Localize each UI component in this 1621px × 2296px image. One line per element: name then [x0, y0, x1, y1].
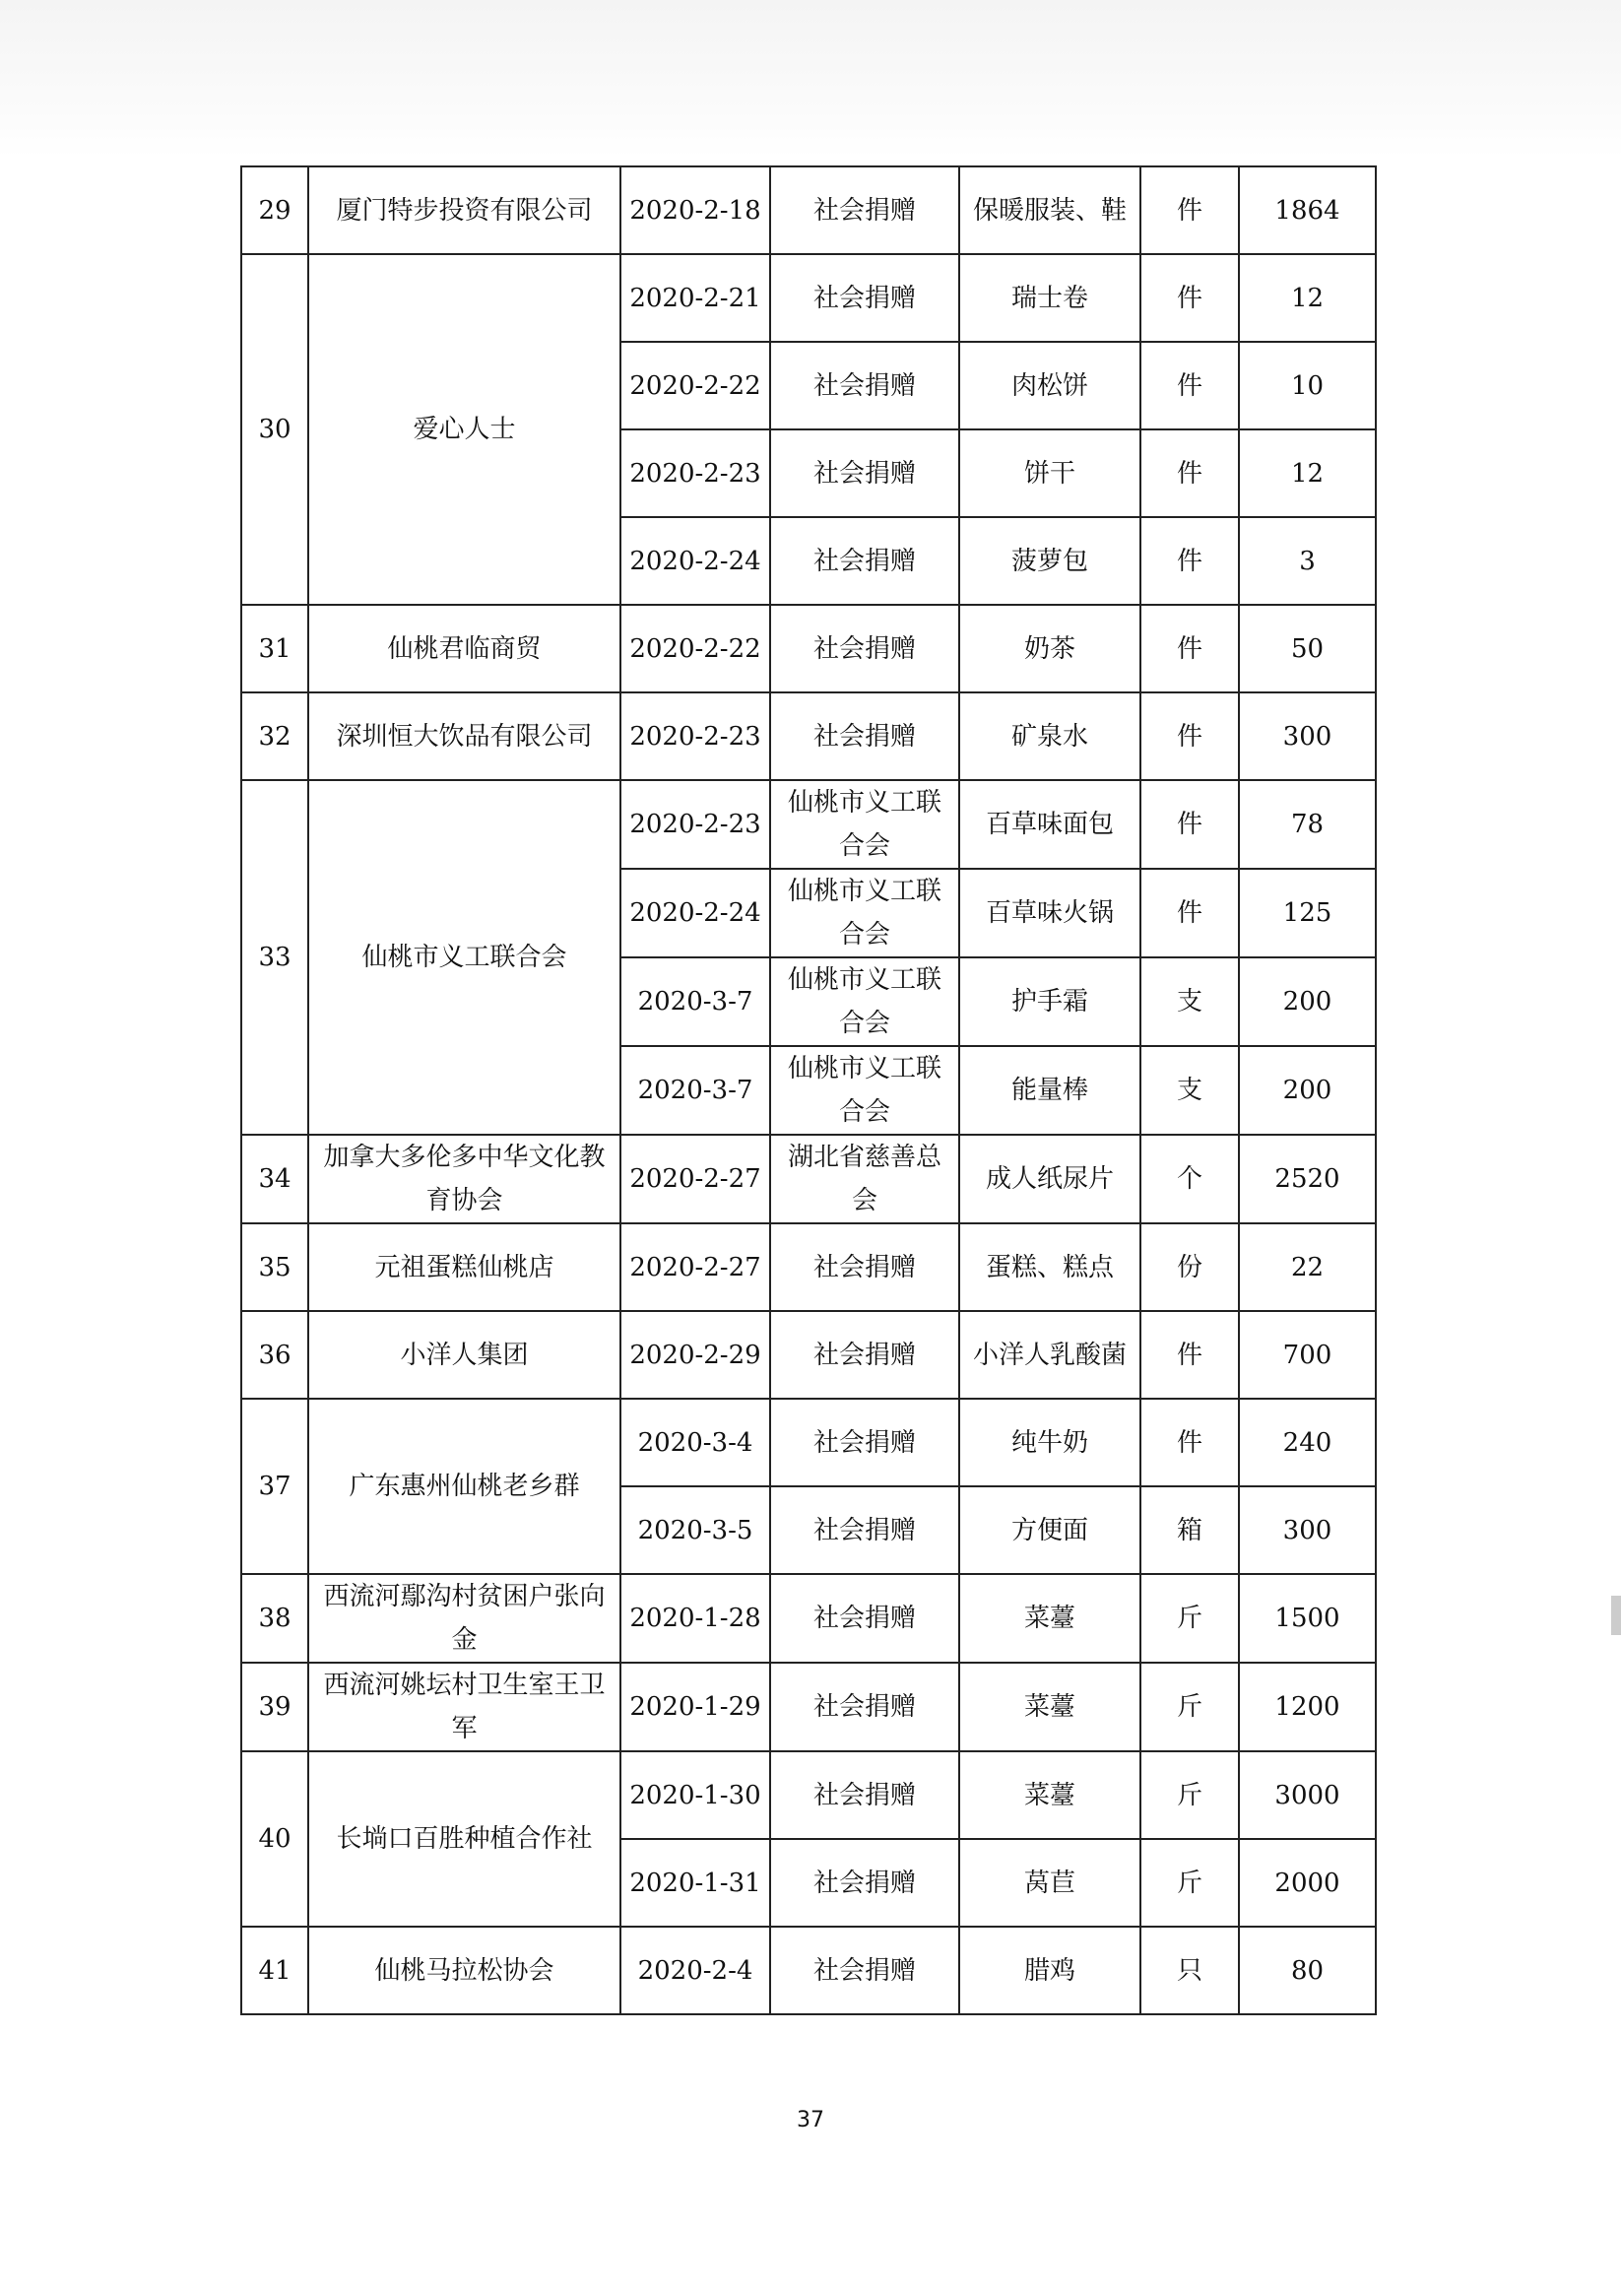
quantity-cell: 125	[1239, 869, 1376, 957]
goods-cell: 能量棒	[959, 1046, 1140, 1135]
unit-cell: 件	[1140, 780, 1239, 869]
row-number-cell: 35	[241, 1223, 308, 1311]
goods-cell: 成人纸尿片	[959, 1135, 1140, 1223]
source-cell: 社会捐赠	[770, 254, 959, 342]
date-cell: 2020-1-29	[620, 1663, 770, 1751]
source-cell: 社会捐赠	[770, 342, 959, 429]
source-cell: 社会捐赠	[770, 1663, 959, 1751]
date-cell: 2020-2-29	[620, 1311, 770, 1399]
date-cell: 2020-1-28	[620, 1574, 770, 1663]
row-number-cell: 30	[241, 254, 308, 605]
goods-cell: 菜薹	[959, 1751, 1140, 1839]
date-cell: 2020-1-31	[620, 1839, 770, 1927]
row-number-cell: 36	[241, 1311, 308, 1399]
quantity-cell: 3000	[1239, 1751, 1376, 1839]
unit-cell: 件	[1140, 342, 1239, 429]
source-cell: 社会捐赠	[770, 517, 959, 605]
source-cell: 社会捐赠	[770, 1574, 959, 1663]
source-cell: 社会捐赠	[770, 1927, 959, 2014]
table-row	[241, 1135, 1376, 1223]
goods-cell: 百草味火锅	[959, 869, 1140, 957]
donor-cell: 西流河姚坛村卫生室王卫军	[308, 1663, 620, 1751]
goods-cell: 菠萝包	[959, 517, 1140, 605]
source-cell: 仙桃市义工联合会	[770, 780, 959, 869]
unit-cell: 件	[1140, 429, 1239, 517]
unit-cell: 斤	[1140, 1751, 1239, 1839]
quantity-cell: 1200	[1239, 1663, 1376, 1751]
unit-cell: 件	[1140, 692, 1239, 780]
row-number-cell: 41	[241, 1927, 308, 2014]
goods-cell: 菜薹	[959, 1663, 1140, 1751]
donor-cell: 仙桃市义工联合会	[308, 780, 620, 1135]
date-cell: 2020-2-23	[620, 429, 770, 517]
unit-cell: 件	[1140, 254, 1239, 342]
unit-cell: 件	[1140, 869, 1239, 957]
row-number-cell: 31	[241, 605, 308, 692]
date-cell: 2020-2-23	[620, 780, 770, 869]
row-number-cell: 39	[241, 1663, 308, 1751]
quantity-cell: 80	[1239, 1927, 1376, 2014]
goods-cell: 百草味面包	[959, 780, 1140, 869]
donor-cell: 仙桃君临商贸	[308, 605, 620, 692]
donor-cell: 元祖蛋糕仙桃店	[308, 1223, 620, 1311]
unit-cell: 支	[1140, 957, 1239, 1046]
page-number: 37	[797, 2108, 824, 2132]
source-cell: 社会捐赠	[770, 1399, 959, 1486]
donor-cell: 长埫口百胜种植合作社	[308, 1751, 620, 1927]
date-cell: 2020-2-4	[620, 1927, 770, 2014]
table-row	[241, 1399, 1376, 1486]
row-number-cell: 37	[241, 1399, 308, 1574]
quantity-cell: 22	[1239, 1223, 1376, 1311]
source-cell: 社会捐赠	[770, 1839, 959, 1927]
source-cell: 仙桃市义工联合会	[770, 957, 959, 1046]
unit-cell: 箱	[1140, 1486, 1239, 1574]
date-cell: 2020-2-18	[620, 166, 770, 254]
unit-cell: 件	[1140, 517, 1239, 605]
quantity-cell: 300	[1239, 692, 1376, 780]
source-cell: 社会捐赠	[770, 429, 959, 517]
unit-cell: 斤	[1140, 1574, 1239, 1663]
quantity-cell: 10	[1239, 342, 1376, 429]
source-cell: 湖北省慈善总会	[770, 1135, 959, 1223]
row-number-cell: 34	[241, 1135, 308, 1223]
goods-cell: 矿泉水	[959, 692, 1140, 780]
quantity-cell: 200	[1239, 1046, 1376, 1135]
quantity-cell: 78	[1239, 780, 1376, 869]
unit-cell: 个	[1140, 1135, 1239, 1223]
quantity-cell: 2000	[1239, 1839, 1376, 1927]
unit-cell: 支	[1140, 1046, 1239, 1135]
donor-cell: 厦门特步投资有限公司	[308, 166, 620, 254]
donor-cell: 深圳恒大饮品有限公司	[308, 692, 620, 780]
quantity-cell: 50	[1239, 605, 1376, 692]
table-row	[241, 605, 1376, 692]
source-cell: 社会捐赠	[770, 1223, 959, 1311]
quantity-cell: 1500	[1239, 1574, 1376, 1663]
date-cell: 2020-2-21	[620, 254, 770, 342]
date-cell: 2020-3-7	[620, 1046, 770, 1135]
date-cell: 2020-2-27	[620, 1223, 770, 1311]
donor-cell: 广东惠州仙桃老乡群	[308, 1399, 620, 1574]
goods-cell: 保暖服装、鞋	[959, 166, 1140, 254]
row-number-cell: 38	[241, 1574, 308, 1663]
table-row	[241, 780, 1376, 869]
quantity-cell: 1864	[1239, 166, 1376, 254]
table-row	[241, 1663, 1376, 1751]
row-number-cell: 32	[241, 692, 308, 780]
goods-cell: 小洋人乳酸菌	[959, 1311, 1140, 1399]
page-header-shade	[0, 0, 1621, 158]
unit-cell: 只	[1140, 1927, 1239, 2014]
goods-cell: 菜薹	[959, 1574, 1140, 1663]
unit-cell: 件	[1140, 166, 1239, 254]
goods-cell: 奶茶	[959, 605, 1140, 692]
quantity-cell: 200	[1239, 957, 1376, 1046]
row-number-cell: 33	[241, 780, 308, 1135]
goods-cell: 蛋糕、糕点	[959, 1223, 1140, 1311]
donor-cell: 小洋人集团	[308, 1311, 620, 1399]
table-row	[241, 254, 1376, 342]
row-number-cell: 29	[241, 166, 308, 254]
date-cell: 2020-2-24	[620, 869, 770, 957]
row-number-cell: 40	[241, 1751, 308, 1927]
goods-cell: 纯牛奶	[959, 1399, 1140, 1486]
date-cell: 2020-2-23	[620, 692, 770, 780]
unit-cell: 斤	[1140, 1663, 1239, 1751]
source-cell: 仙桃市义工联合会	[770, 1046, 959, 1135]
table-row	[241, 1311, 1376, 1399]
date-cell: 2020-2-22	[620, 605, 770, 692]
goods-cell: 护手霜	[959, 957, 1140, 1046]
donor-cell: 加拿大多伦多中华文化教育协会	[308, 1135, 620, 1223]
source-cell: 社会捐赠	[770, 1751, 959, 1839]
source-cell: 仙桃市义工联合会	[770, 869, 959, 957]
quantity-cell: 3	[1239, 517, 1376, 605]
goods-cell: 肉松饼	[959, 342, 1140, 429]
goods-cell: 方便面	[959, 1486, 1140, 1574]
quantity-cell: 700	[1239, 1311, 1376, 1399]
table-row	[241, 1927, 1376, 2014]
quantity-cell: 12	[1239, 429, 1376, 517]
date-cell: 2020-3-7	[620, 957, 770, 1046]
donor-cell: 爱心人士	[308, 254, 620, 605]
table-row	[241, 1223, 1376, 1311]
goods-cell: 莴苣	[959, 1839, 1140, 1927]
unit-cell: 件	[1140, 605, 1239, 692]
date-cell: 2020-3-5	[620, 1486, 770, 1574]
unit-cell: 斤	[1140, 1839, 1239, 1927]
quantity-cell: 2520	[1239, 1135, 1376, 1223]
date-cell: 2020-2-22	[620, 342, 770, 429]
goods-cell: 腊鸡	[959, 1927, 1140, 2014]
date-cell: 2020-2-24	[620, 517, 770, 605]
table-row	[241, 1574, 1376, 1663]
quantity-cell: 300	[1239, 1486, 1376, 1574]
source-cell: 社会捐赠	[770, 1486, 959, 1574]
unit-cell: 份	[1140, 1223, 1239, 1311]
source-cell: 社会捐赠	[770, 605, 959, 692]
date-cell: 2020-3-4	[620, 1399, 770, 1486]
donation-table	[240, 165, 1377, 2015]
source-cell: 社会捐赠	[770, 1311, 959, 1399]
date-cell: 2020-2-27	[620, 1135, 770, 1223]
quantity-cell: 12	[1239, 254, 1376, 342]
unit-cell: 件	[1140, 1311, 1239, 1399]
date-cell: 2020-1-30	[620, 1751, 770, 1839]
unit-cell: 件	[1140, 1399, 1239, 1486]
scan-edge-mark	[1611, 1596, 1621, 1635]
table-row	[241, 166, 1376, 254]
source-cell: 社会捐赠	[770, 692, 959, 780]
quantity-cell: 240	[1239, 1399, 1376, 1486]
goods-cell: 饼干	[959, 429, 1140, 517]
table-row	[241, 1751, 1376, 1839]
donor-cell: 仙桃马拉松协会	[308, 1927, 620, 2014]
source-cell: 社会捐赠	[770, 166, 959, 254]
donor-cell: 西流河鄢沟村贫困户张向金	[308, 1574, 620, 1663]
table-row	[241, 692, 1376, 780]
goods-cell: 瑞士卷	[959, 254, 1140, 342]
